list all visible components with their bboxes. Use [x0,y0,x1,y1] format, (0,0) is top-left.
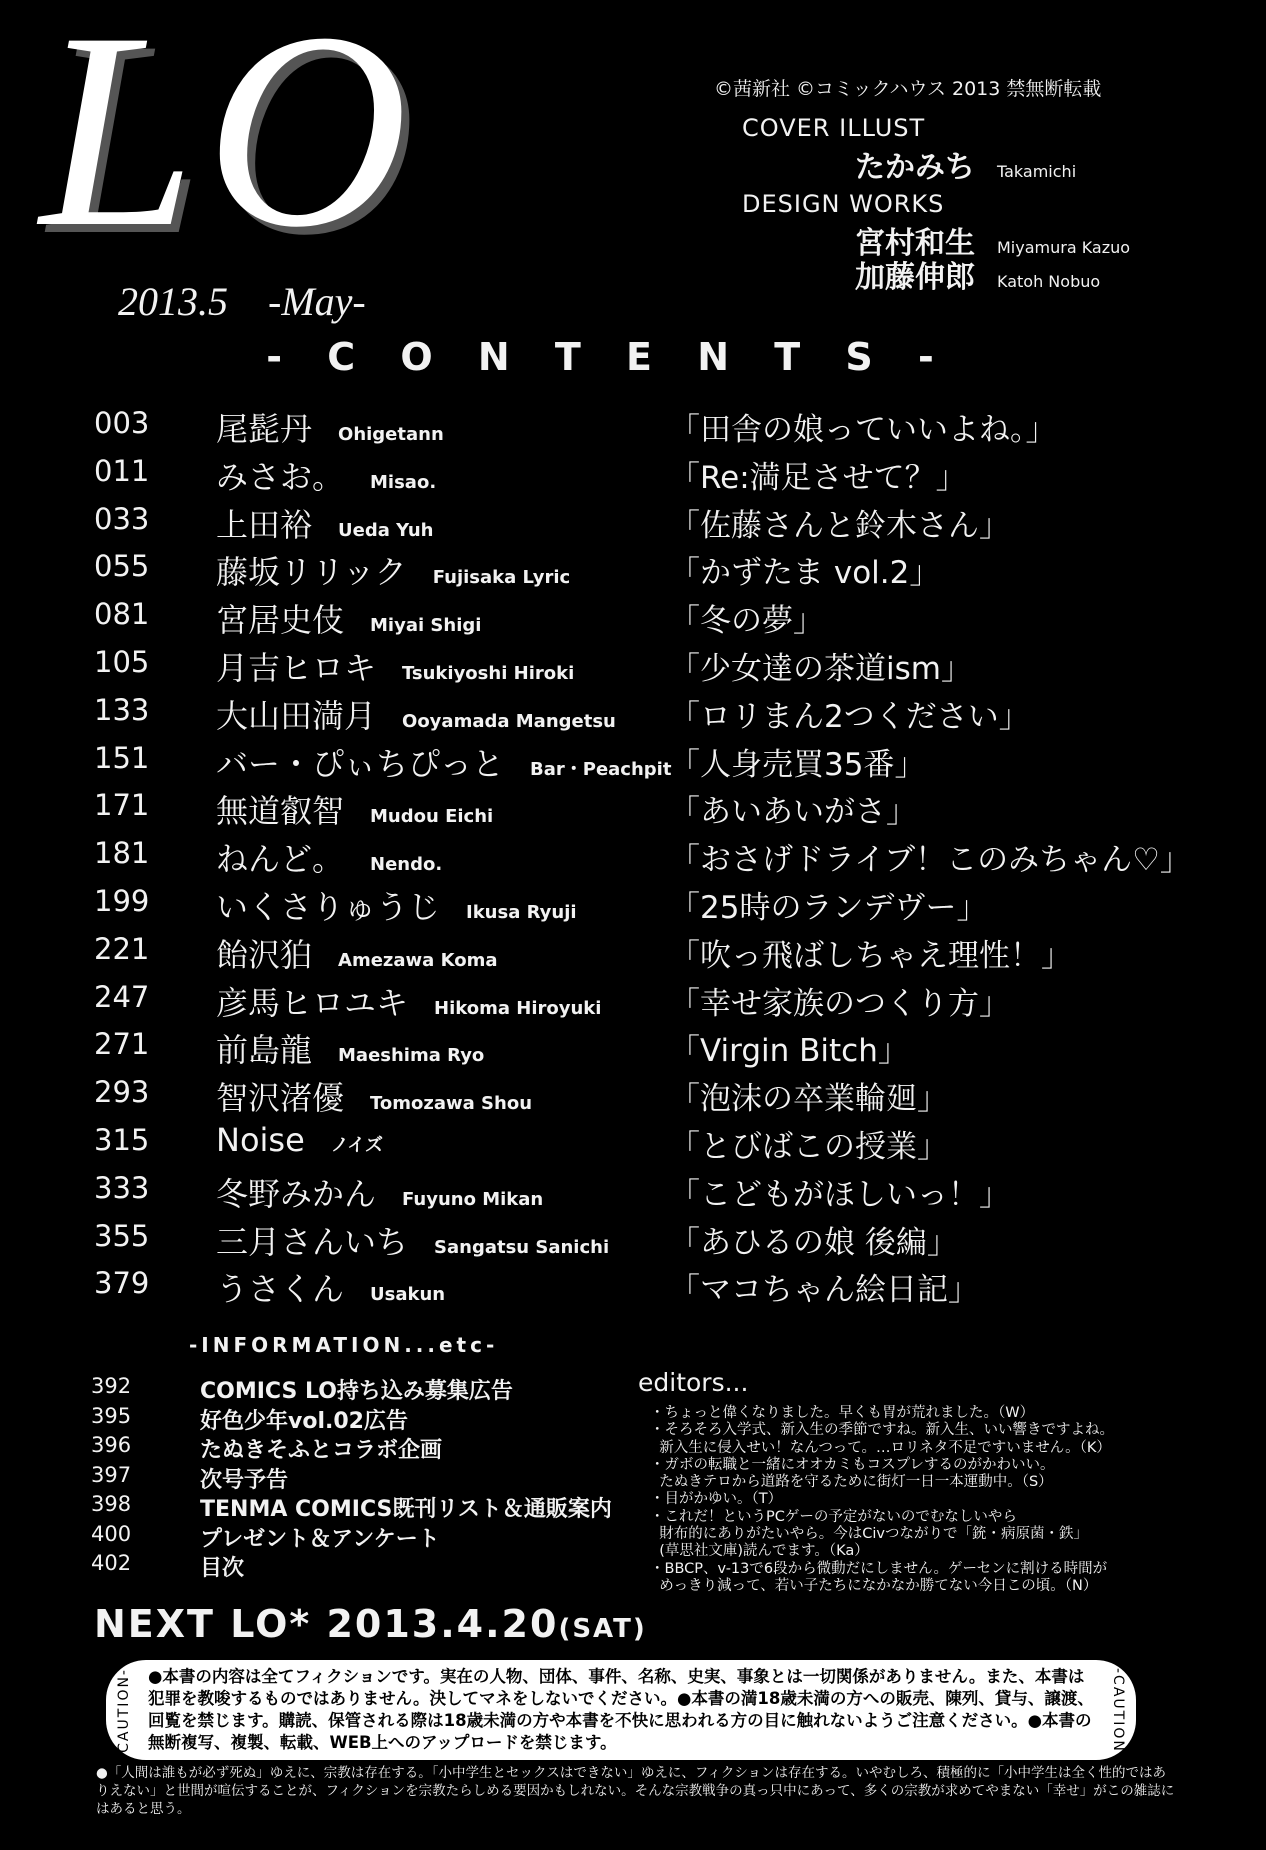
story-title: 「冬の夢」 [669,603,824,640]
author [216,882,577,928]
story-title: 「田舎の娘っていいよね。」 [669,412,1057,448]
author [216,834,442,880]
story-title: 「おさげドライブ！このみちゃん♡」 [669,842,1191,879]
author [216,643,574,689]
contents-row [0,691,1266,737]
information-label: 目次 [200,1556,245,1581]
contents-heading: - C O N T E N T S - [266,335,950,379]
information-label: 次号予告 [200,1467,289,1493]
page-number: 333 [94,1170,150,1205]
contents-row [0,1217,1266,1263]
author-name: ねんど。 [216,840,345,879]
cover-artist-name: たかみち [855,150,975,185]
information-heading: -INFORMATION...etc- [189,1333,499,1357]
author-name: 前島龍 [216,1031,313,1070]
page-number: 055 [94,549,150,584]
footnote: ●「人間は誰もが必ず死ぬ」ゆえに、宗教は存在する。「小中学生とセックスはできない」ゆえに、フィクションは存在する。いやむしろ、積極的に「小中学生は全く性的ではありえない」と世間が喧伝することが、フィクションを宗教たらしめる要因かもしれない。そんな宗教戦争の真っ只中にあって、多くの宗教が求めてやまない「幸せ」がこの雑誌にはあると思う。 [96,1765,1175,1817]
information-label: TENMA COMICS既刊リスト＆通販案内 [200,1497,612,1522]
author [216,1121,383,1159]
author-name: うさくん [216,1270,345,1309]
information-label: たぬきそふとコラボ企画 [200,1438,443,1463]
caution-box [106,1660,1136,1760]
page-number: 395 [91,1403,132,1428]
author-romaji: Sangatsu Sanichi [434,1236,610,1258]
author [216,452,436,498]
contents-row [0,834,1266,880]
next-issue-day: (SAT) [558,1614,647,1644]
story-title: 「かずたま vol.2」 [669,555,941,592]
author-romaji: Tsukiyoshi Hiroki [402,663,575,684]
story-title: 「ロリまん2つください」 [669,698,1030,735]
author-romaji: Fujisaka Lyric [432,567,571,589]
author [216,1025,484,1071]
story-title: 「あいあいがさ」 [669,794,917,831]
author-name: 智沢渚優 [216,1079,345,1118]
author-name: 藤坂リリック [216,553,407,592]
author-name: みさお。 [216,457,345,496]
author-name: 無道叡智 [216,792,345,831]
author-name: 飴沢狛 [216,935,313,974]
page-number: 221 [94,931,150,966]
issue-number: 2013.5 [118,279,228,324]
page-number: 181 [94,836,150,871]
author [216,500,434,546]
author-name: 大山田満月 [216,696,377,735]
contents-row [0,882,1266,928]
author [216,691,616,737]
author-romaji: Nendo. [370,854,443,876]
story-title: 「少女達の茶道ism」 [669,651,972,687]
page-number: 379 [94,1266,150,1301]
magazine-logo: LO [40,0,418,285]
page-number: 398 [91,1492,132,1516]
story-title: 「Virgin Bitch」 [669,1033,909,1070]
author [216,595,481,641]
story-title: 「とびばこの授業」 [669,1129,948,1165]
contents-row [0,1073,1266,1119]
author [216,786,493,832]
author-name: 月吉ヒロキ [216,649,377,687]
design-works-heading: DESIGN WORKS [742,190,945,218]
information-row [0,1374,640,1403]
author [216,404,444,450]
story-title: 「マコちゃん絵日記」 [669,1272,979,1309]
contents-row [0,452,1266,498]
information-row [0,1522,640,1551]
story-title: 「25時のランデヴー」 [669,890,988,926]
author-romaji: Hikoma Hiroyuki [434,997,602,1019]
author-name: Noise [216,1121,305,1159]
author-romaji: Misao. [370,471,437,493]
page-number: 199 [94,884,150,918]
author-romaji: Amezawa Koma [338,949,498,971]
information-label: COMICS LO持ち込み募集広告 [200,1379,513,1404]
information-label: 好色少年vol.02広告 [200,1408,408,1434]
story-title: 「あひるの娘 後編」 [669,1224,958,1261]
contents-row [0,739,1266,785]
author-romaji: Fuyuno Mikan [402,1188,544,1210]
contents-row [0,595,1266,641]
next-issue-date [94,1602,647,1646]
author-romaji: Ohigetann [338,424,444,445]
author [216,547,570,593]
author-name: 三月さんいち [216,1222,409,1261]
editors-heading: editors... [638,1368,749,1397]
caution-text: ●本書の内容は全てフィクションです。実在の人物、団体、事件、名称、史実、事象とは一切関係がありません。また、本書は犯罪を教唆するものではありません。決してマネをしないでください。●本書の満18歳未満の方への販売、陳列、貸与、譲渡、回覧を禁じます。購読、保管される際は18歳未満の方や本書を不快に思われる方の目に触れないようご注意ください。●本書の無断複写、複製、転載、WEB上へのアップロードを禁じます。 [148,1667,1094,1752]
page-number: 355 [94,1218,150,1253]
cover-illust-heading: COVER ILLUST [742,114,926,142]
author-romaji: Miyai Shigi [370,615,482,637]
story-title: 「佐藤さんと鈴木さん」 [669,507,1010,544]
contents-row [0,1264,1266,1310]
copyright: ©茜新社 ©コミックハウス 2013 禁無断転載 [714,78,1102,100]
page-number: 271 [94,1027,150,1062]
next-issue-label: NEXT LO* 2013.4.20 [94,1602,559,1646]
page-number: 003 [94,406,150,440]
page-number: 081 [94,597,150,632]
story-title: 「こどもがほしいっ！」 [669,1176,1010,1213]
page-number: 400 [91,1521,132,1546]
author-romaji: Ikusa Ryuji [466,902,577,923]
contents-row [0,547,1266,593]
author [216,739,671,785]
author-romaji: Ooyamada Mangetsu [402,710,616,732]
story-title: 「吹っ飛ばしちゃえ理性！」 [669,937,1072,974]
issue-month: -May- [268,279,366,324]
author-name: バー・ぴぃちぴっと [216,744,505,783]
author [216,1217,609,1263]
contents-row [0,643,1266,689]
author [216,1169,543,1215]
author [216,1073,532,1119]
page-number: 151 [94,740,150,775]
information-row [0,1404,640,1433]
contents-row [0,1169,1266,1215]
designer-name: 加藤伸郎 [855,260,975,295]
author-name: いくさりゅうじ [216,888,441,926]
page-number: 171 [94,788,150,823]
story-title: 「人身売買35番」 [669,746,926,783]
page-number: 133 [94,692,150,727]
designer-romaji: Katoh Nobuo [997,272,1101,291]
author-romaji: Ueda Yuh [338,519,434,541]
page-number: 105 [94,645,150,679]
information-label: プレゼント＆アンケート [200,1526,440,1552]
story-title: 「Re:満足させて？」 [669,459,967,496]
author-name: 冬野みかん [216,1174,377,1213]
author [216,978,601,1024]
author-name: 尾髭丹 [216,410,313,448]
author-romaji: Usakun [370,1284,446,1306]
caution-label-left: -CAUTION- [116,1668,132,1760]
page-number: 396 [91,1433,132,1457]
cover-artist-romaji: Takamichi [997,162,1077,181]
issue-date [118,278,366,325]
page-number: 315 [94,1123,150,1157]
information-row [0,1463,640,1492]
page-number: 247 [94,979,150,1014]
contents-row [0,404,1266,450]
author-romaji: ノイズ [330,1135,383,1156]
page-number: 011 [94,453,150,488]
information-row [0,1492,640,1521]
author-name: 上田裕 [216,505,313,544]
designer-name: 宮村和生 [855,226,975,261]
contents-row [0,978,1266,1024]
information-row [0,1551,640,1580]
author [216,930,497,976]
editors-comments: ・ちょっと偉くなりました。早くも胃が荒れました。（W） ・そろそろ入学式、新入生の季節ですね。新入生、いい響きですよね。 新入生に侵入せい！なんつって。…ロリネタ不足ですいません。（K） ・ガボの転職と一緒にオオカミもコスプレするのがかわいい。 たぬきテロから道路を守るために街灯一日一本運動中。（S） ・目がかゆい。（T） ・これだ！というPCゲーの予定がないのでむなしいやら 財布的にありがたいやら。今はCivつながりで「銃・病原菌・鉄」 (草思社文庫)読んでます。（Ka） ・BBCP、v-13で6段から微動だにしません。ゲーセンに割ける時間が めっきり減って、若い子たちになかなか勝てない今日この頃。（N） [650,1405,1114,1594]
author-name: 宮居史伎 [216,601,345,640]
story-title: 「幸せ家族のつくり方」 [669,985,1010,1022]
page-number: 293 [94,1075,150,1110]
page-number: 033 [94,501,150,536]
cover-credit [855,142,1076,186]
author-romaji: Mudou Eichi [370,806,494,828]
contents-row [0,786,1266,832]
caution-label-right: -CAUTION- [1110,1668,1126,1760]
contents-row [0,500,1266,546]
designer-credit [855,252,1100,296]
page-number: 402 [91,1551,132,1575]
contents-row [0,930,1266,976]
page-number: 392 [91,1374,132,1398]
author-romaji: Bar・Peachpit [530,758,672,780]
author-romaji: Tomozawa Shou [370,1093,533,1115]
information-row [0,1433,640,1462]
story-title: 「泡沫の卒業輪廻」 [669,1081,948,1118]
author [216,1264,445,1310]
page-number: 397 [91,1462,132,1487]
contents-row [0,1025,1266,1071]
contents-row [0,1121,1266,1167]
author-name: 彦馬ヒロユキ [216,983,409,1022]
designer-romaji: Miyamura Kazuo [997,238,1131,257]
author-romaji: Maeshima Ryo [338,1045,485,1067]
